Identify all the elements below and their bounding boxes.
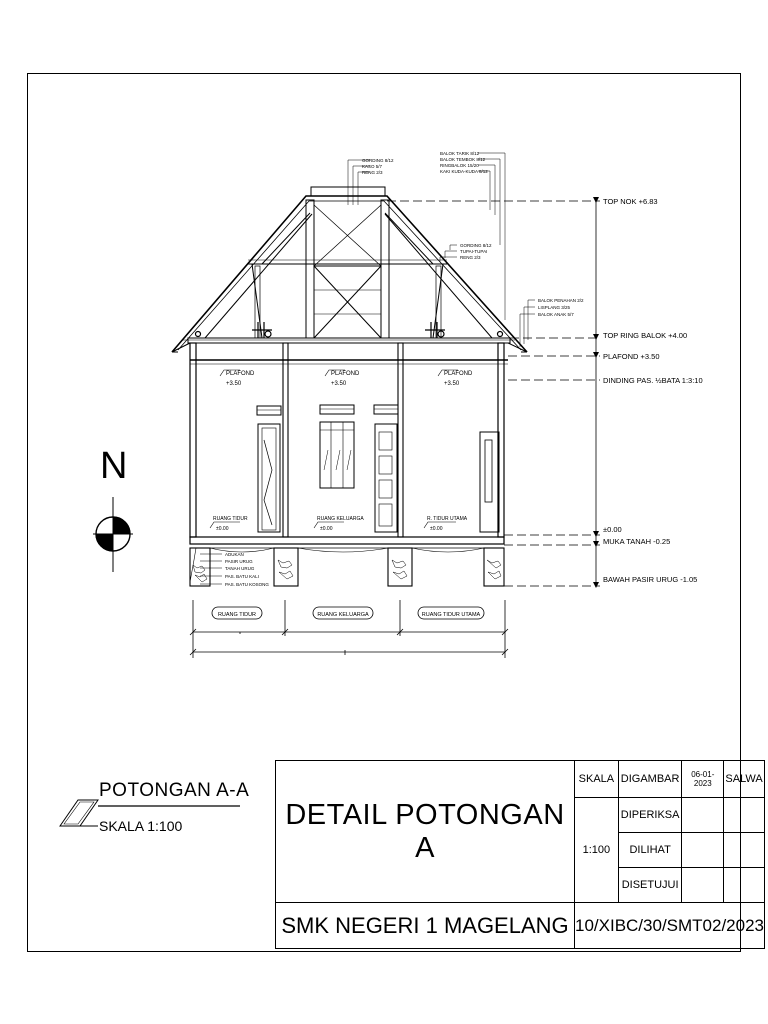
floor-tag-level: ±0.00 — [216, 526, 229, 532]
level-plafond: PLAFOND +3.50 — [603, 352, 660, 361]
level-dinding: DINDING PAS. ½BATA 1:3:10 — [603, 376, 703, 385]
title-block — [275, 760, 765, 949]
roof-label: LISPLANG 3/25 — [538, 305, 571, 310]
digambar-name: SALWA — [724, 761, 765, 798]
roof-label: GORDING 8/12 — [460, 243, 492, 248]
floor-tag-name: RUANG KELUARGA — [317, 516, 364, 522]
digambar-label: DIGAMBAR — [618, 761, 682, 798]
roof-label: BALOK PENAHAN 2/2 — [538, 298, 584, 303]
disetujui-date-cell — [682, 868, 724, 903]
roof-structure — [172, 187, 527, 352]
section-title: POTONGAN A-A — [99, 780, 250, 801]
digambar-date: 06-01-2023 — [682, 761, 724, 798]
drawing-title: DETAIL POTONGAN A — [276, 761, 575, 903]
foundation-layer-label: PAS. BATU KOSONG — [225, 582, 269, 587]
roof-label: KASO 5/7 — [362, 164, 383, 169]
room-bubble-label: RUANG KELUARGA — [317, 612, 369, 618]
foundation-layer-label: PASIR URUG — [225, 559, 253, 564]
foundation-layer-label: PAS. BATU KALI — [225, 574, 259, 579]
dilihat-sign-cell — [724, 833, 765, 868]
level-muka-tanah: MUKA TANAH -0.25 — [603, 537, 671, 546]
north-arrow — [93, 497, 133, 572]
plafond-tag-name: PLAFOND — [331, 371, 360, 377]
plafond-tag-level: +3.50 — [331, 381, 347, 387]
floor-tag-name: R. TIDUR UTAMA — [427, 516, 468, 522]
diperiksa-sign-cell — [724, 798, 765, 833]
room-level-ticks — [210, 370, 458, 528]
disetujui-sign-cell — [724, 868, 765, 903]
roof-label: RINGBALOK 15/20 — [440, 163, 479, 168]
dilihat-label: DILIHAT — [618, 833, 682, 868]
section-scale: SKALA 1:100 — [99, 818, 183, 834]
floor-tag-level: ±0.00 — [430, 526, 443, 532]
level-top-nok: TOP NOK +6.83 — [603, 197, 658, 206]
level-top-ring-balok: TOP RING BALOK +4.00 — [603, 331, 688, 340]
roof-label: TUPAI-TUPAI — [460, 249, 488, 254]
roof-label: RENG 2/3 — [460, 255, 481, 260]
roof-label: RENG 2/3 — [362, 170, 383, 175]
skala-label: SKALA — [575, 761, 619, 798]
drawing-code: 10/XIBC/30/SMT02/2023 — [575, 903, 765, 949]
skala-value: 1:100 — [575, 798, 619, 903]
room-bubble-label: RUANG TIDUR UTAMA — [421, 612, 481, 618]
level-bawah-pasir-urug: BAWAH PASIR URUG -1.05 — [603, 575, 698, 584]
plafond-tag-level: +3.50 — [444, 381, 460, 387]
diperiksa-label: DIPERIKSA — [618, 798, 682, 833]
roof-label: BALOK ANAK 5/7 — [538, 312, 574, 317]
room-bubble-label: RUANG TIDUR — [217, 612, 257, 618]
floor-tag-level: ±0.00 — [320, 526, 333, 532]
roof-label: BALOK TEMBOK 8/12 — [440, 157, 486, 162]
plafond-tag-name: PLAFOND — [226, 371, 255, 377]
level-lines — [387, 201, 600, 586]
level-zero: ±0.00 — [603, 525, 622, 534]
roof-label: KAKI KUDA-KUDA 8/12 — [440, 169, 488, 174]
roof-label: GORDING 8/12 — [362, 158, 394, 163]
plafond-tag-name: PLAFOND — [444, 371, 473, 377]
school-name: SMK NEGERI 1 MAGELANG — [276, 903, 575, 949]
north-label: N — [100, 445, 128, 487]
roof-label: BALOK TARIK 8/12 — [440, 151, 480, 156]
diperiksa-date-cell — [682, 798, 724, 833]
plafond-tag-level: +3.50 — [226, 381, 242, 387]
foundation-layer-label: ADUKAN — [225, 552, 244, 557]
floor-tag-name: RUANG TIDUR — [213, 516, 248, 522]
disetujui-label: DISETUJUI — [618, 868, 682, 903]
roof-label-leaders — [348, 153, 535, 347]
dilihat-date-cell — [682, 833, 724, 868]
foundation-layer-label: TANAH URUG — [225, 566, 255, 571]
dimension-lines — [190, 600, 508, 658]
